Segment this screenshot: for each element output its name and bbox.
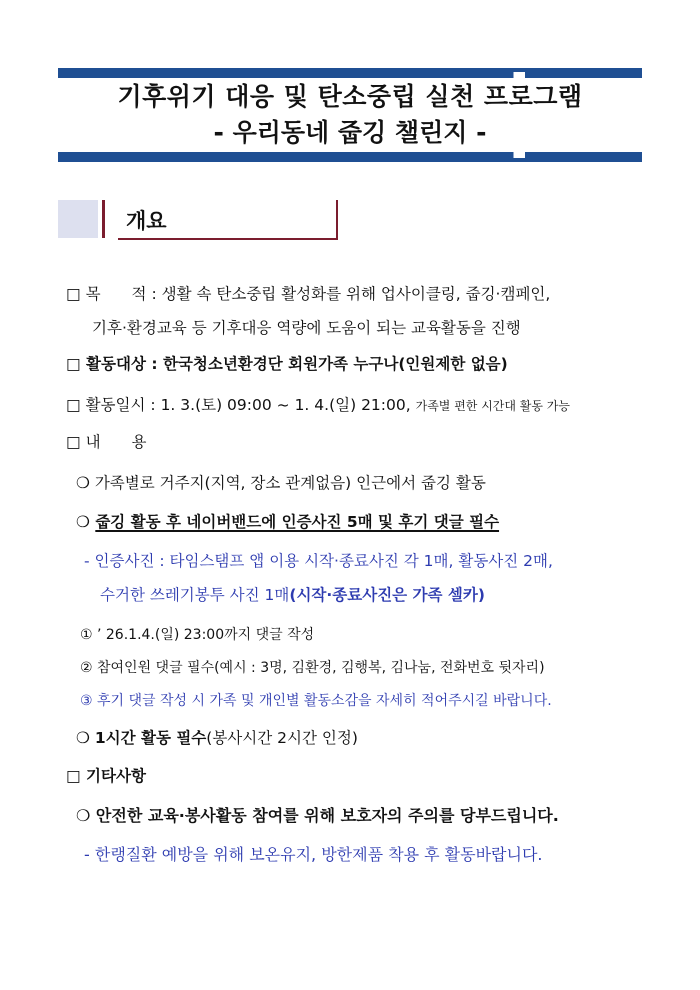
- date-text: 1. 3.(토) 09:00 ~ 1. 4.(일) 21:00,: [160, 396, 411, 414]
- content-item-3-rest: (봉사시간 2시간 인정): [206, 729, 358, 747]
- title-block: [58, 80, 642, 150]
- purpose-text: 생활 속 탄소중립 활성화를 위해 업사이클링, 줍깅·캠페인,: [161, 285, 551, 303]
- photo-label: - 인증사진 :: [84, 552, 165, 570]
- photo-text-2a: 수거한 쓰레기봉투 사진 1매: [100, 586, 290, 604]
- note-2: ② 참여인원 댓글 필수(예시 : 3명, 김환경, 김행복, 김나눔, 전화번호 뒷자리): [80, 660, 545, 676]
- content-item-1: ❍ 가족별로 거주지(지역, 장소 관계없음) 인근에서 줍깅 활동: [76, 474, 486, 492]
- date-line: [66, 393, 570, 415]
- section-divider: [102, 200, 105, 238]
- purpose-text-2: 기후·환경교육 등 기후대응 역량에 도움이 되는 교육활동을 진행: [92, 319, 521, 337]
- content-item-2-text: 줍깅 활동 후 네이버밴드에 인증사진 5매 및 후기 댓글 필수: [95, 513, 500, 531]
- section-header-overview: [58, 200, 338, 240]
- purpose-line-2: [92, 316, 521, 338]
- photo-text-2b: (시작·종료사진은 가족 셀카): [289, 586, 485, 604]
- photo-line-2: [100, 583, 485, 605]
- purpose-label: □ 목 적 :: [66, 285, 157, 303]
- photo-line: [84, 549, 553, 571]
- bottom-rule: [58, 152, 642, 162]
- content-item-2: [76, 510, 499, 532]
- etc-item-1: [76, 803, 559, 826]
- note-1: ① ’ 26.1.4.(일) 23:00까지 댓글 작성: [80, 627, 315, 643]
- content-item-3: [76, 726, 358, 748]
- photo-text-1: 타임스탬프 앱 이용 시작·종료사진 각 1매, 활동사진 2매,: [169, 552, 553, 570]
- target-label: □ 활동대상 :: [66, 355, 158, 373]
- content-item-2-bullet: ❍: [76, 513, 90, 531]
- note-3: ③ 후기 댓글 작성 시 가족 및 개인별 활동소감을 자세히 적어주시길 바랍니다.: [80, 693, 552, 709]
- etc-item-1-text: 안전한 교육·봉사활동 참여를 위해 보호자의 주의를 당부드립니다.: [95, 806, 559, 825]
- date-label: □ 활동일시 :: [66, 396, 156, 414]
- top-rule: [58, 68, 642, 78]
- content-item-3-bullet: ❍: [76, 729, 90, 747]
- section-shade: [58, 200, 98, 238]
- content-label: □ 내 용: [66, 433, 147, 451]
- page-subtitle: - 우리동네 줍깅 챌린지 -: [213, 118, 487, 147]
- date-note: 가족별 편한 시간대 활동 가능: [415, 399, 570, 413]
- section-label: 개요: [126, 209, 167, 233]
- etc-item-1-bullet: ❍: [76, 806, 91, 825]
- content-item-3-bold: 1시간 활동 필수: [94, 729, 207, 747]
- target-text: 한국청소년환경단 회원가족 누구나(인원제한 없음): [162, 355, 508, 373]
- etc-item-2: - 한랭질환 예방을 위해 보온유지, 방한제품 착용 후 활동바랍니다.: [84, 845, 543, 864]
- page-title: 기후위기 대응 및 탄소중립 실천 프로그램: [117, 82, 583, 111]
- purpose-line: [66, 282, 550, 304]
- etc-label: □ 기타사항: [66, 767, 146, 785]
- target-line: [66, 352, 508, 374]
